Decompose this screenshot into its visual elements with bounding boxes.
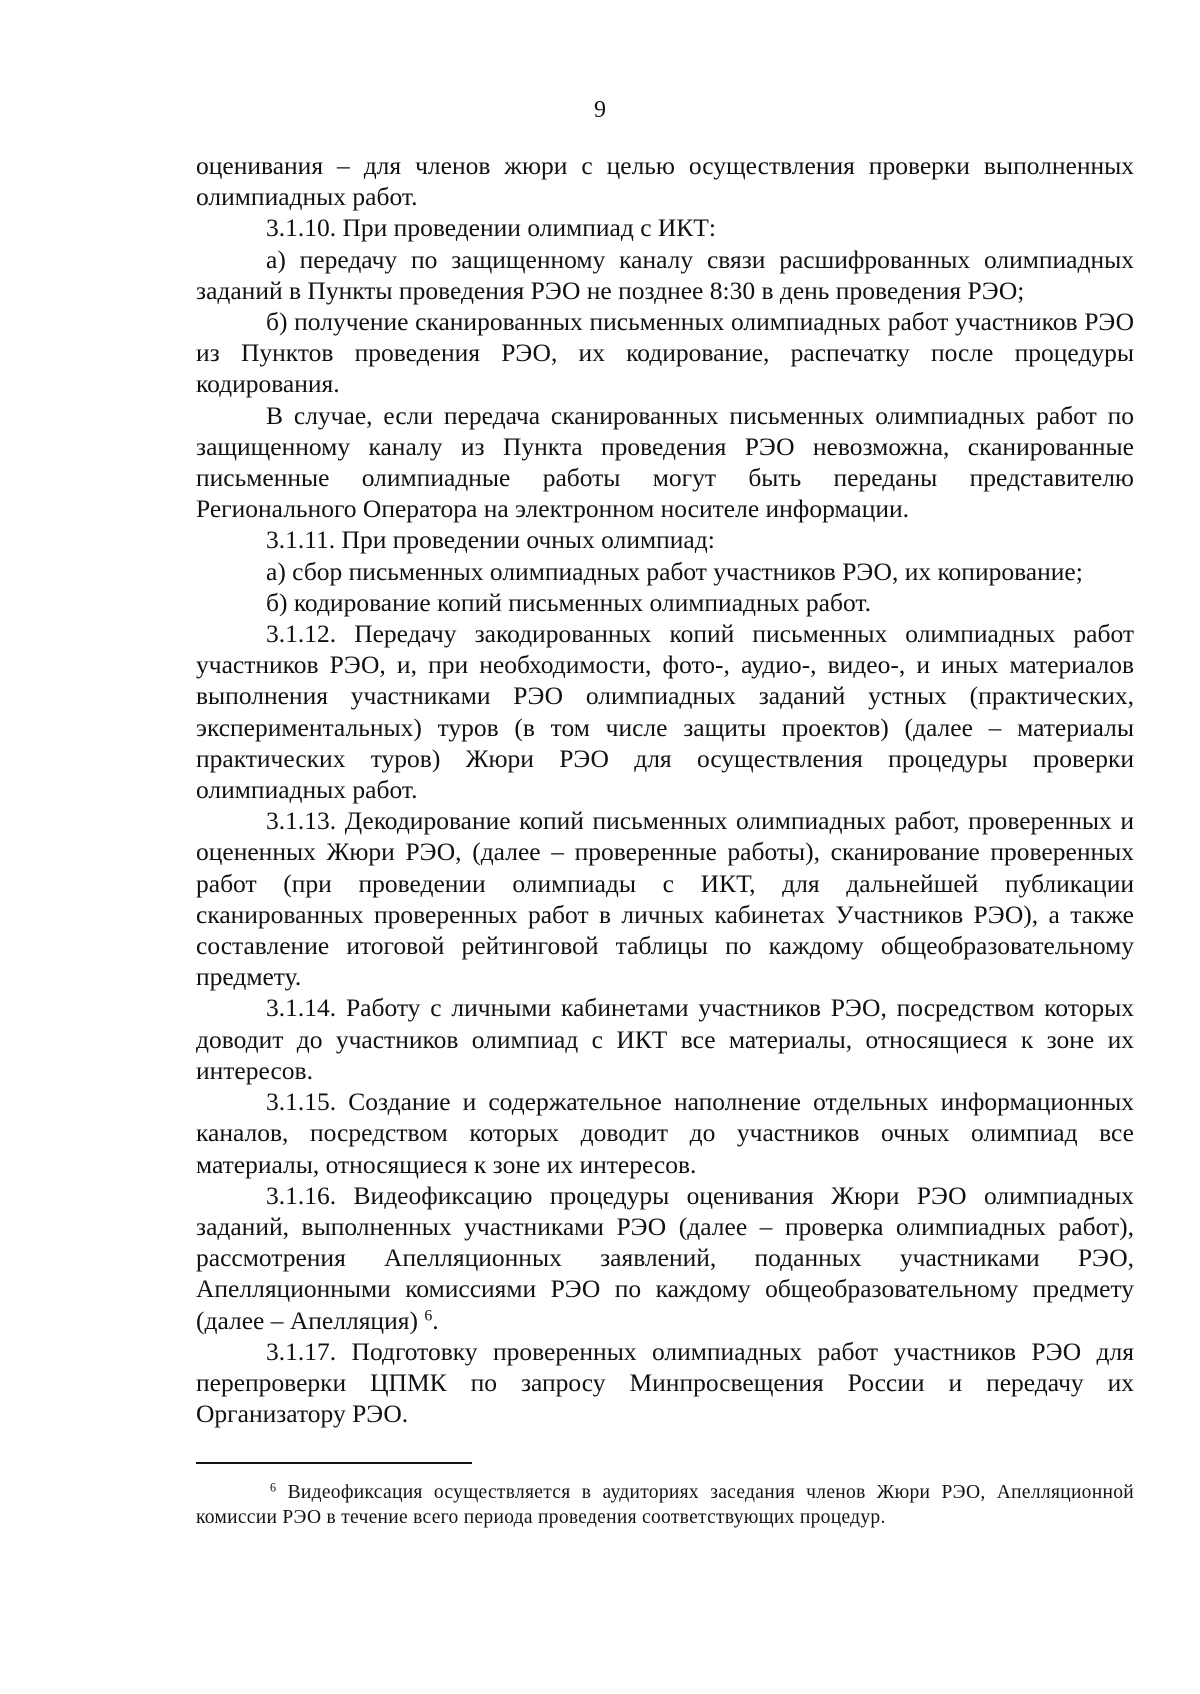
- footnote: [196, 1480, 1134, 1530]
- paragraph-3-1-15: 3.1.15. Создание и содержательное наполнение отдельных информационных каналов, посредством которых доводит до участников очных олимпиад все материалы, относящиеся к зоне их интересов.: [196, 1087, 1134, 1179]
- paragraph-3-1-16-end: .: [432, 1305, 439, 1335]
- document-body: [196, 150, 1134, 1429]
- footnote-marker: 6: [270, 1480, 277, 1495]
- footnote-reference[interactable]: 6: [424, 1306, 433, 1324]
- footnote-separator: [196, 1462, 472, 1464]
- paragraph-3-1-13: 3.1.13. Декодирование копий письменных олимпиадных работ, проверенных и оцененных Жюри РЭО, (далее – проверенные работы), сканирование проверенных работ (при проведении олимпиады с ИКТ, для дальнейшей публикации сканированных проверенных работ в личных кабинетах Участников РЭО), а также составление итоговой рейтинговой таблицы по каждому общеобразовательному предмету.: [196, 806, 1134, 992]
- paragraph-3-1-17: 3.1.17. Подготовку проверенных олимпиадных работ участников РЭО для перепроверки ЦПМК по запросу Минпросвещения России и передачу их Организатору РЭО.: [196, 1336, 1134, 1429]
- paragraph-3-1-10-a: а) передачу по защищенному каналу связи расшифрованных олимпиадных заданий в Пункты проведения РЭО не позднее 8:30 в день проведения РЭО;: [196, 244, 1134, 305]
- paragraph-3-1-10-b: б) получение сканированных письменных олимпиадных работ участников РЭО из Пунктов проведения РЭО, их кодирование, распечатку после процедуры кодирования.: [196, 307, 1134, 399]
- paragraph-3-1-16-text: 3.1.16. Видеофиксацию процедуры оценивания Жюри РЭО олимпиадных заданий, выполненных участниками РЭО (далее – проверка олимпиадных работ), рассмотрения Апелляционных заявлений, поданных участниками РЭО, Апелляционными комиссиями РЭО по каждому общеобразовательному предмету (далее – Апелляция): [196, 1180, 1134, 1335]
- paragraph-3-1-16: [196, 1180, 1134, 1336]
- paragraph-3-1-14: 3.1.14. Работу с личными кабинетами участников РЭО, посредством которых доводит до участников олимпиад с ИКТ все материалы, относящиеся к зоне их интересов.: [196, 993, 1134, 1085]
- paragraph-3-1-11-a: а) сбор письменных олимпиадных работ участников РЭО, их копирование;: [266, 556, 1083, 586]
- page-number: 9: [594, 97, 606, 123]
- paragraph-continuation: оценивания – для членов жюри с целью осуществления проверки выполненных олимпиадных работ.: [196, 151, 1134, 212]
- paragraph-3-1-12: 3.1.12. Передачу закодированных копий письменных олимпиадных работ участников РЭО, и, при необходимости, фото-, аудио-, видео-, и иных материалов выполнения участниками РЭО олимпиадных заданий устных (практических, экспериментальных) туров (в том числе защиты проектов) (далее – материалы практических туров) Жюри РЭО для осуществления процедуры проверки олимпиадных работ.: [196, 619, 1134, 805]
- paragraph-3-1-11-b: б) кодирование копий письменных олимпиадных работ.: [266, 587, 871, 617]
- paragraph-scanned-works-note: В случае, если передача сканированных письменных олимпиадных работ по защищенному каналу из Пункта проведения РЭО невозможна, сканированные письменные олимпиадные работы могут быть переданы представителю Регионального Оператора на электронном носителе информации.: [196, 400, 1134, 524]
- paragraph-3-1-10: 3.1.10. При проведении олимпиад с ИКТ:: [266, 213, 716, 243]
- paragraph-3-1-11: 3.1.11. При проведении очных олимпиад:: [266, 525, 715, 555]
- footnote-text: Видеофиксация осуществляется в аудиториях заседания членов Жюри РЭО, Апелляционной комиссии РЭО в течение всего периода проведения соответствующих процедур.: [196, 1482, 1134, 1528]
